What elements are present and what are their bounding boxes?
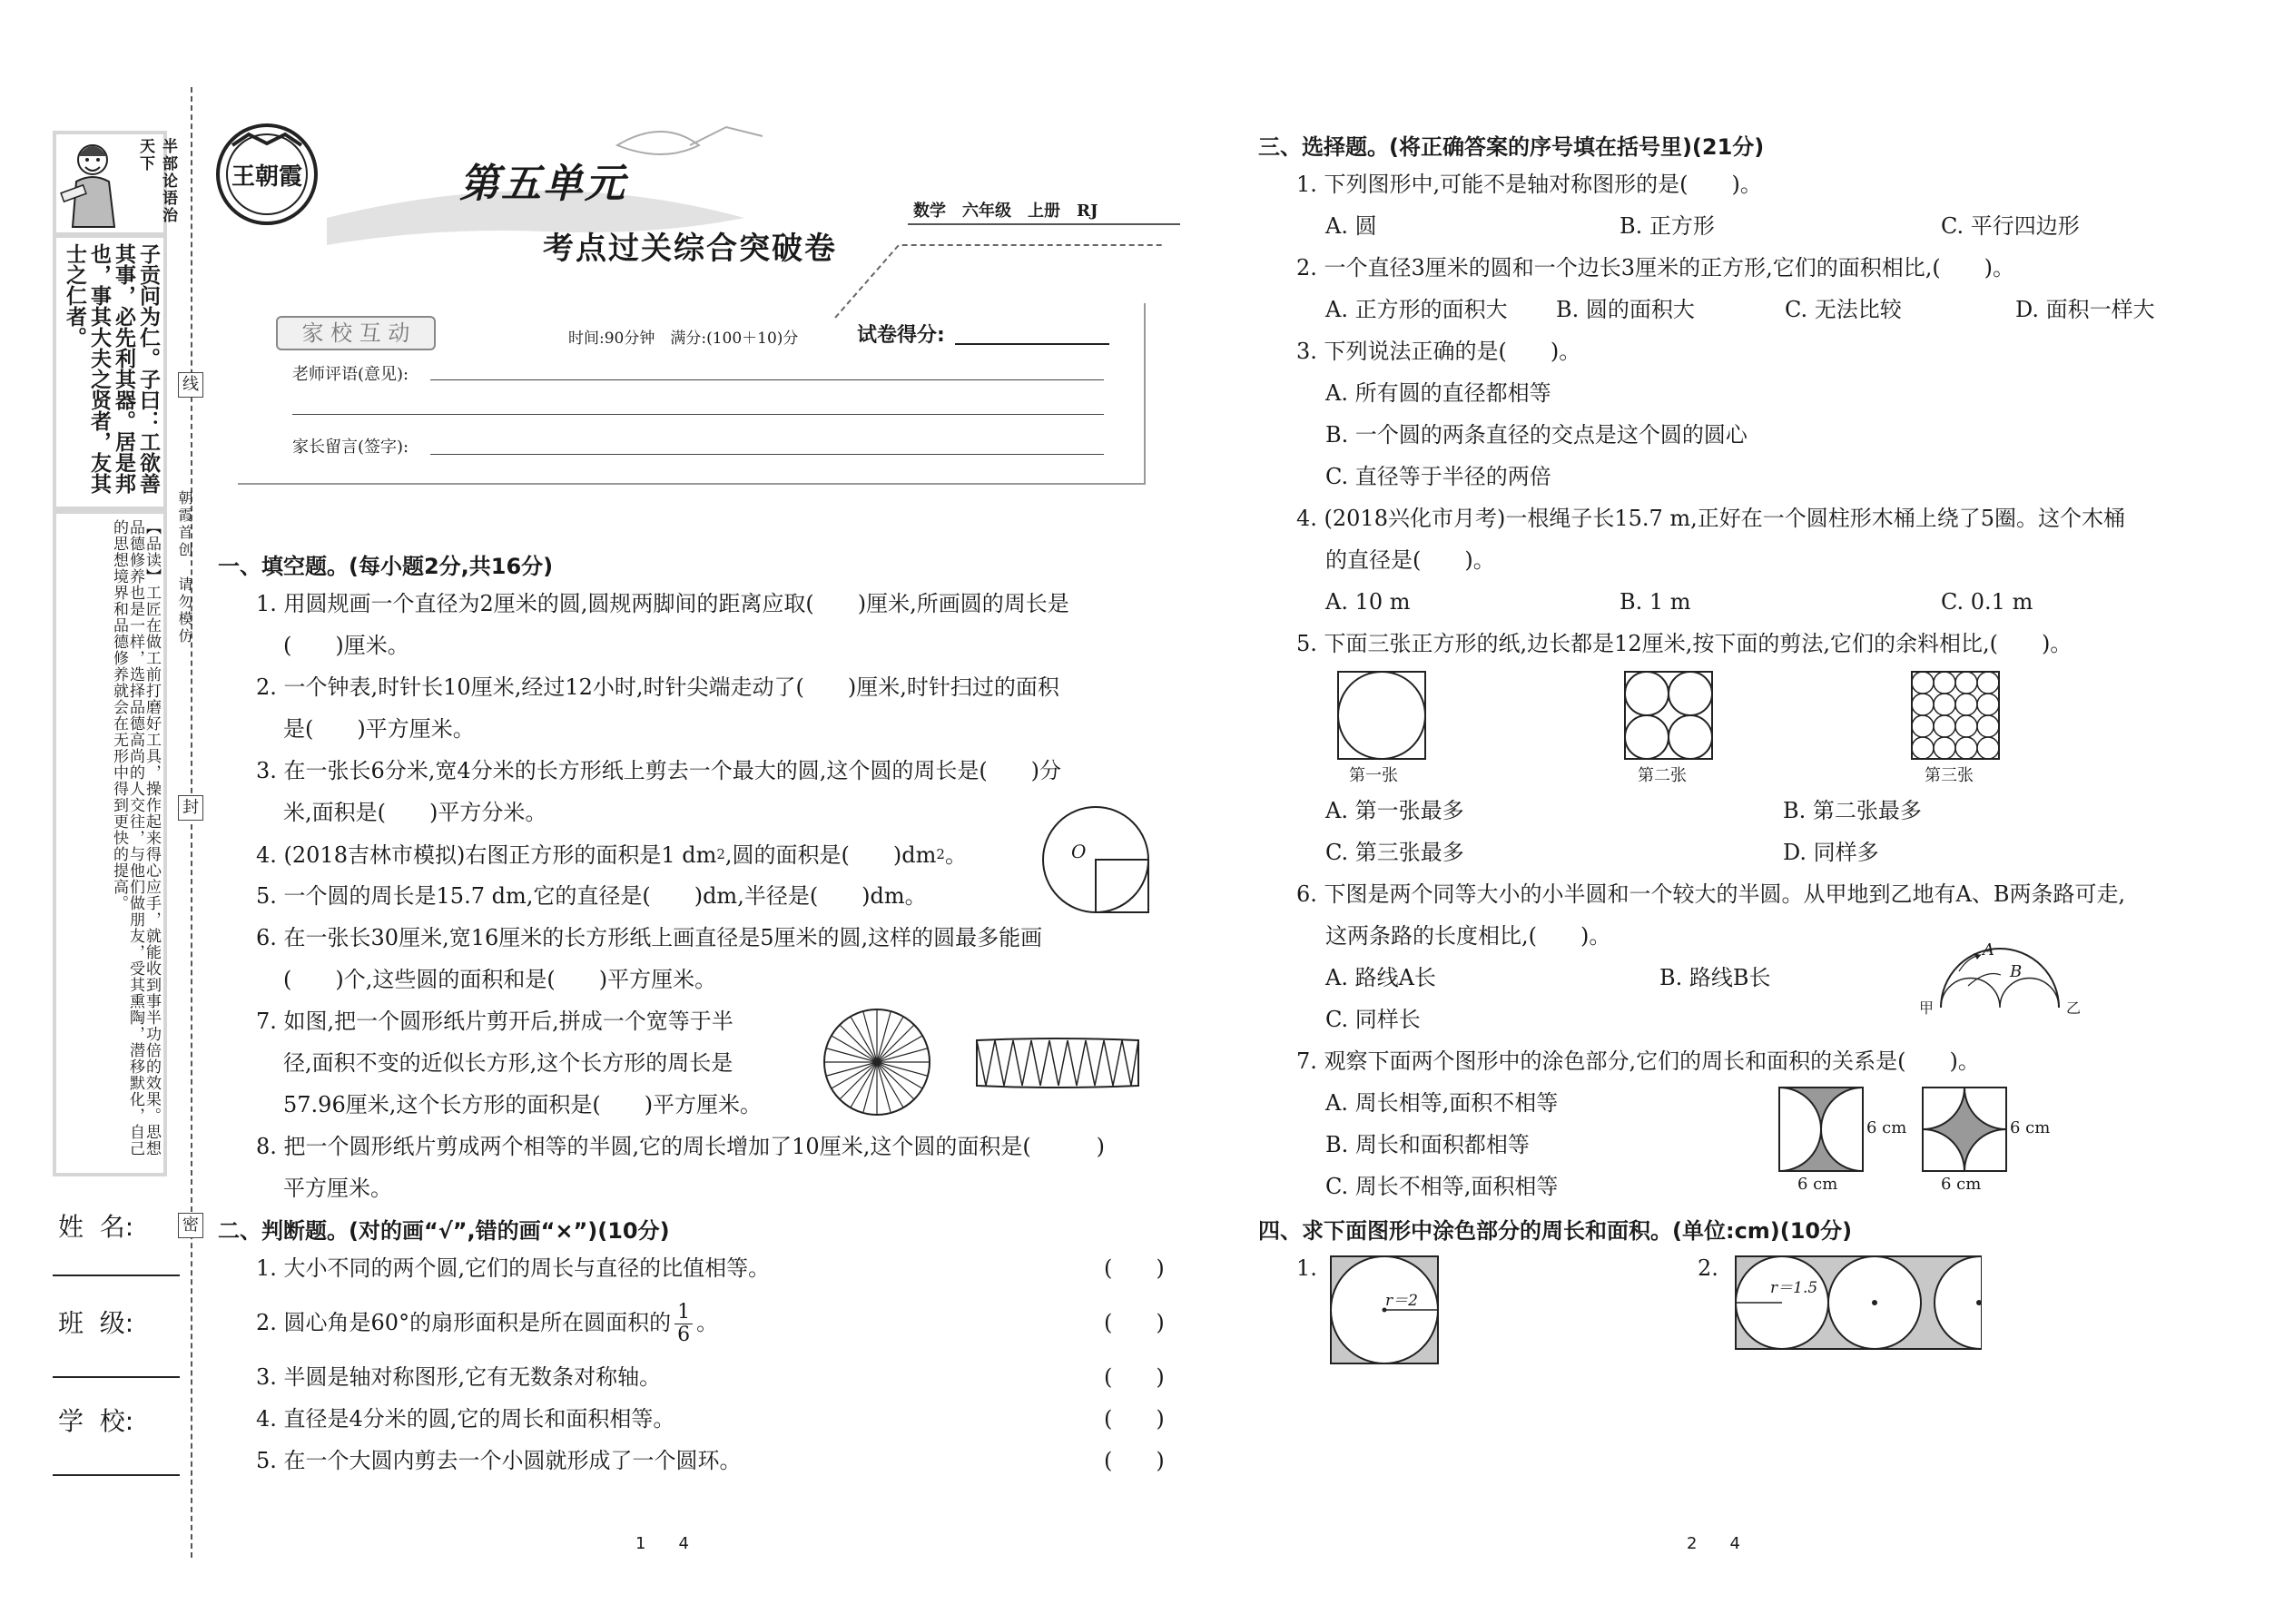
s2-q3-paren[interactable]: ( ) [1104, 1364, 1165, 1390]
cut-label-feng: 封 [178, 795, 203, 821]
s1-q5: 5. 一个圆的周长是15.7 dm,它的直径是( )dm,半径是( )dm。 [256, 883, 927, 909]
s1-q1-line2: ( )厘米。 [283, 633, 409, 658]
s1-q7-approx-rectangle-figure [971, 1035, 1144, 1091]
cut-label-xian: 线 [178, 372, 203, 398]
s3-q2-opt-b[interactable]: B. 圆的面积大 [1556, 297, 1695, 322]
grid-circle [1934, 672, 1955, 694]
s1-q6-line2: ( )个,这些圆的面积和是( )平方厘米。 [283, 967, 717, 992]
s3-q2-opt-c[interactable]: C. 无法比较 [1785, 297, 1902, 322]
grid-circle [1977, 694, 1999, 715]
s3-q2-opt-a[interactable]: A. 正方形的面积大 [1325, 297, 1508, 322]
s3-q7-dim-right-bottom: 6 cm [1941, 1175, 1982, 1194]
s3-q6-label-start: 甲 [1919, 999, 1935, 1017]
parent-comment-line[interactable] [430, 454, 1104, 455]
s1-q4-sup1: 2 [716, 846, 725, 862]
logo-text: 王朝霞 [231, 163, 302, 191]
s1-q4 [256, 839, 967, 871]
s2-q1-paren[interactable]: ( ) [1104, 1255, 1165, 1281]
s3-q7-dim-right-side: 6 cm [2010, 1118, 2051, 1137]
s2-q2-paren[interactable]: ( ) [1104, 1310, 1165, 1335]
s3-q5-opt-b[interactable]: B. 第二张最多 [1783, 798, 1922, 823]
s1-q7-line2: 径,面积不变的近似长方形,这个长方形的周长是 [283, 1050, 733, 1076]
s3-q7-opt-b[interactable]: B. 周长和面积都相等 [1325, 1132, 1530, 1157]
s3-q1-opt-a[interactable]: A. 圆 [1325, 213, 1377, 239]
s3-q3-opt-c[interactable]: C. 直径等于半径的两倍 [1325, 464, 1551, 489]
grid-circle [1912, 737, 1934, 759]
s1-q7-sector-circle-figure [821, 1006, 933, 1118]
grid-circle [1977, 672, 1999, 694]
s3-q7: 7. 观察下面两个图形中的涂色部分,它们的周长和面积的关系是( )。 [1296, 1048, 1980, 1074]
s3-q6-opt-c[interactable]: C. 同样长 [1325, 1007, 1421, 1032]
right-page-number: 2 4 [1687, 1534, 1740, 1553]
grid-circle [1955, 737, 1977, 759]
s3-q2-opt-d[interactable]: D. 面积一样大 [2015, 297, 2155, 322]
reading-text: 【品读】工匠在做工前打磨好工具，操作起来得心应手，就能收到事半功倍的效果。思想品德修养也是一样，选择品德高尚的人交往，与他们做朋友，受其熏陶，潜移默化，自己的思想境界和品德修养就会在无形中得到更快的提高。 [110, 519, 161, 1156]
s4-problem2-radius: r＝1.5 [1770, 1279, 1818, 1297]
teacher-comment-line1[interactable] [430, 379, 1104, 380]
paper-subtitle: 考点过关综合突破卷 [543, 231, 837, 267]
s3-q6-opt-a[interactable]: A. 路线A长 [1325, 965, 1436, 990]
s1-q7-line3: 57.96厘米,这个长方形的面积是( )平方厘米。 [283, 1092, 763, 1117]
field-school-input[interactable] [53, 1474, 180, 1476]
s2-q2-num: 1 [674, 1302, 693, 1324]
grid-circle [1934, 694, 1955, 715]
s1-q4-c: 。 [944, 842, 967, 868]
s4-problem2-number: 2. [1698, 1255, 1718, 1281]
family-school-tag: 家 校 互 动 [276, 316, 436, 350]
s3-q5-paper-one-figure [1336, 670, 1427, 761]
grid-circle [1912, 715, 1934, 737]
grid-circle [1955, 694, 1977, 715]
copyright-note: 朝霞首创 请勿模仿 [176, 490, 193, 645]
s3-q7-opt-a[interactable]: A. 周长相等,面积不相等 [1325, 1090, 1559, 1116]
grid-circle [1955, 672, 1977, 694]
cut-label-mi: 密 [178, 1213, 203, 1238]
s4-problem1-number: 1. [1296, 1255, 1317, 1281]
s2-q4-paren[interactable]: ( ) [1104, 1406, 1165, 1432]
section2-title: 二、判断题。(对的画“√”,错的画“×”)(10分) [218, 1218, 670, 1244]
s3-q7-shape-left-figure [1777, 1086, 1865, 1173]
s2-q1: 1. 大小不同的两个圆,它们的周长与直径的比值相等。 [256, 1255, 771, 1281]
section4-title: 四、求下面图形中涂色部分的周长和面积。(单位:cm)(10分) [1258, 1218, 1853, 1244]
left-page-number: 1 4 [635, 1534, 689, 1553]
s1-q4-a: 4. (2018吉林市模拟)右图正方形的面积是1 dm [256, 842, 717, 868]
s3-q3: 3. 下列说法正确的是( )。 [1296, 339, 1581, 364]
s3-q5-caption-3: 第三张 [1925, 766, 1974, 785]
s3-q5-opt-c[interactable]: C. 第三张最多 [1325, 840, 1464, 865]
s3-q4-opt-c[interactable]: C. 0.1 m [1941, 589, 2033, 615]
s1-q8-line2: 平方厘米。 [283, 1176, 392, 1201]
s3-q6-line2: 这两条路的长度相比,( )。 [1325, 923, 1611, 949]
score-input[interactable] [955, 343, 1109, 345]
grid-circle [1912, 694, 1934, 715]
s3-q4-opt-b[interactable]: B. 1 m [1620, 589, 1691, 615]
s3-q7-opt-c[interactable]: C. 周长不相等,面积相等 [1325, 1174, 1559, 1199]
section3-title: 三、选择题。(将正确答案的序号填在括号里)(21分) [1258, 134, 1765, 160]
s1-q4-point-o: O [1071, 841, 1087, 862]
teacher-comment-label: 老师评语(意见): [292, 365, 409, 384]
s3-q7-shape-right-figure [1921, 1086, 2008, 1173]
time-score-info: 时间:90分钟 满分:(100＋10)分 [568, 330, 799, 348]
s3-q5-paper-two-figure [1623, 670, 1714, 761]
s2-q3: 3. 半圆是轴对称图形,它有无数条对称轴。 [256, 1364, 662, 1390]
section1-title: 一、填空题。(每小题2分,共16分) [218, 554, 554, 579]
s1-q7-line1: 7. 如图,把一个圆形纸片剪开后,拼成一个宽等于半 [256, 1009, 733, 1034]
s3-q6-label-a: A [1983, 940, 1994, 960]
field-name-label: 姓 名: [58, 1212, 134, 1242]
s1-q4-sup2: 2 [936, 846, 945, 862]
s2-q4: 4. 直径是4分米的圆,它的周长和面积相等。 [256, 1406, 675, 1432]
score-label: 试卷得分: [857, 324, 945, 347]
grid-circle [1977, 737, 1999, 759]
s1-q3-line2: 米,面积是( )平方分米。 [283, 800, 547, 825]
s3-q6-opt-b[interactable]: B. 路线B长 [1659, 965, 1771, 990]
s3-q6-label-end: 乙 [2066, 999, 2082, 1017]
s3-q5-opt-a[interactable]: A. 第一张最多 [1325, 798, 1464, 823]
s4-problem1-radius: r＝2 [1385, 1292, 1418, 1310]
s3-q7-dim-left-side: 6 cm [1866, 1118, 1907, 1137]
s3-q5: 5. 下面三张正方形的纸,边长都是12厘米,按下面的剪法,它们的余料相比,( )。 [1296, 631, 2072, 656]
grid-circle [1934, 715, 1955, 737]
confucius-quote: 子贡问为仁。子曰：工欲善其事，必先利其器。居是邦也，事其大夫之贤者，友其士之仁者。 [63, 243, 160, 494]
confucius-cartoon-icon [58, 136, 131, 231]
s3-q6-semicircle-routes-figure [1932, 944, 2086, 1017]
grid-circle [1912, 672, 1934, 694]
s3-q1-opt-b[interactable]: B. 正方形 [1620, 213, 1715, 239]
s3-q4-opt-a[interactable]: A. 10 m [1325, 589, 1411, 615]
s4-problem1-circle-in-square-figure [1329, 1255, 1440, 1365]
grid-circle [1977, 715, 1999, 737]
s1-q2-line2: 是( )平方厘米。 [283, 716, 475, 742]
s2-q2 [256, 1302, 718, 1346]
s2-q5-paren[interactable]: ( ) [1104, 1448, 1165, 1473]
teacher-comment-line2[interactable] [292, 414, 1104, 415]
field-class-input[interactable] [53, 1376, 180, 1378]
field-school-label: 学 校: [58, 1406, 134, 1436]
field-class-label: 班 级: [58, 1308, 134, 1338]
s2-q2-fraction [674, 1302, 693, 1346]
field-name-input[interactable] [53, 1275, 180, 1276]
s3-q4-line1: 4. (2018兴化市月考)一根绳子长15.7 m,正好在一个圆柱形木桶上绕了5圈。这个木桶 [1296, 506, 2126, 531]
s3-q4-line2: 的直径是( )。 [1325, 547, 1495, 573]
s3-q6-label-b: B [2010, 962, 2023, 981]
s3-q1: 1. 下列图形中,可能不是轴对称图形的是( )。 [1296, 172, 1762, 197]
s3-q5-caption-2: 第二张 [1638, 766, 1687, 785]
s1-q4-b: ,圆的面积是( )dm [724, 842, 937, 868]
header-tag-underline [908, 223, 1180, 225]
s3-q5-opt-d[interactable]: D. 同样多 [1783, 840, 1879, 865]
s1-q3-line1: 3. 在一张长6分米,宽4分米的长方形纸上剪去一个最大的圆,这个圆的周长是( )分 [256, 758, 1062, 783]
s1-q1-line1: 1. 用圆规画一个直径为2厘米的圆,圆规两脚间的距离应取( )厘米,所画圆的周长是 [256, 591, 1069, 616]
s3-q1-opt-c[interactable]: C. 平行四边形 [1941, 213, 2080, 239]
unit-title: 第五单元 [459, 161, 626, 207]
s2-q2-den: 6 [677, 1324, 691, 1346]
s3-q2: 2. 一个直径3厘米的圆和一个边长3厘米的正方形,它们的面积相比,( )。 [1296, 255, 2015, 281]
s4-problem2-three-circles-figure [1734, 1255, 1983, 1351]
s1-q4-circle-square-figure [1039, 802, 1153, 917]
grid-circle [1955, 715, 1977, 737]
s3-q5-caption-1: 第一张 [1349, 766, 1398, 785]
s3-q3-opt-a[interactable]: A. 所有圆的直径都相等 [1325, 380, 1551, 406]
cut-dashed-line [191, 87, 192, 1558]
s1-q2-line1: 2. 一个钟表,时针长10厘米,经过12小时,时针尖端走动了( )厘米,时针扫过的面积 [256, 674, 1059, 700]
s3-q3-opt-b[interactable]: B. 一个圆的两条直径的交点是这个圆的圆心 [1325, 422, 1748, 448]
s1-q8-line1: 8. 把一个圆形纸片剪成两个相等的半圆,它的周长增加了10厘米,这个圆的面积是( ) [256, 1134, 1106, 1159]
s3-q6-line1: 6. 下图是两个同等大小的小半圆和一个较大的半圆。从甲地到乙地有A、B两条路可走, [1296, 881, 2126, 907]
s3-q5-paper-three-figure [1910, 670, 2001, 761]
parent-comment-label: 家长留言(签字): [292, 438, 409, 457]
s2-q2-end: 。 [696, 1310, 719, 1335]
s2-q5: 5. 在一个大圆内剪去一个小圆就形成了一个圆环。 [256, 1448, 742, 1473]
s1-q6-line1: 6. 在一张长30厘米,宽16厘米的长方形纸上画直径是5厘米的圆,这样的圆最多能画 [256, 925, 1043, 950]
cartoon-caption: 半部论语治天下 [136, 138, 177, 224]
grade-tags: 数学 六年级 上册 RJ [913, 202, 1098, 221]
s2-q2-text: 2. 圆心角是60°的扇形面积是所在圆面积的 [256, 1310, 672, 1335]
s3-q7-dim-left-bottom: 6 cm [1797, 1175, 1838, 1194]
grid-circle [1934, 737, 1955, 759]
